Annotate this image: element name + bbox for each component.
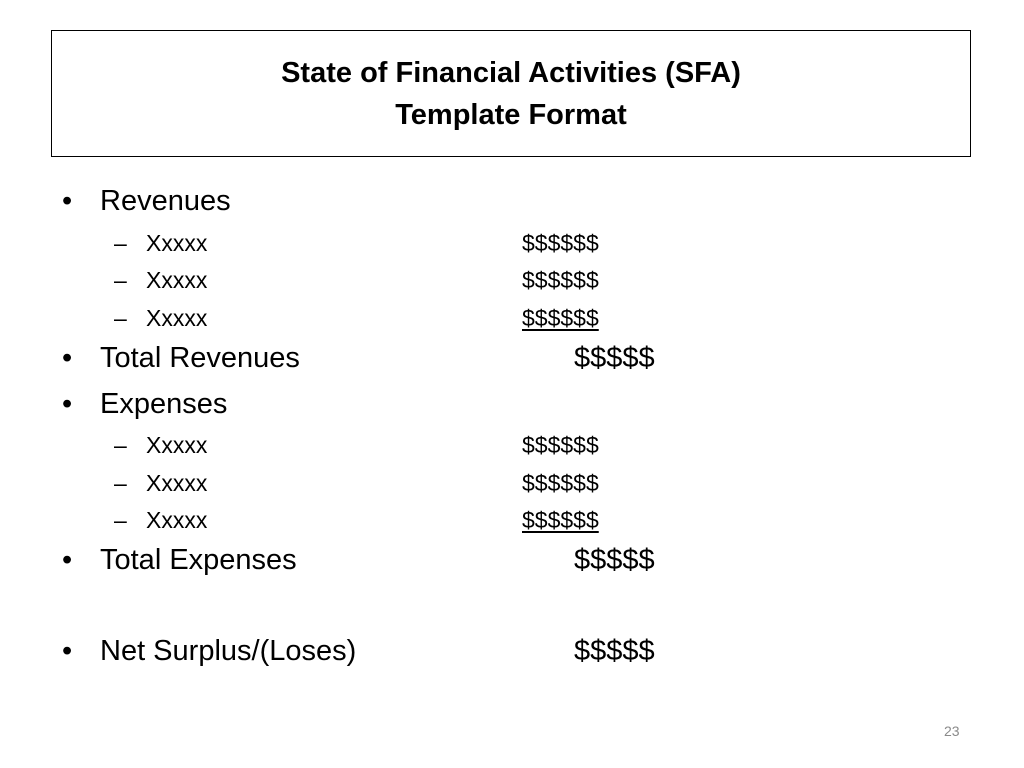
expense-item-label: Xxxxx: [146, 507, 208, 533]
dash-icon: –: [114, 507, 127, 533]
revenue-item-label: Xxxxx: [146, 230, 208, 256]
expense-item-amount: $$$$$$: [522, 507, 599, 533]
dash-icon: –: [114, 470, 127, 496]
title-box: [51, 30, 971, 157]
revenue-item-amount: $$$$$$: [522, 230, 599, 256]
expense-item-label: Xxxxx: [146, 470, 208, 496]
revenue-item-label: Xxxxx: [146, 305, 208, 331]
page-number: 23: [944, 723, 960, 739]
total-revenues-amount: $$$$$: [574, 342, 655, 374]
expense-item-label: Xxxxx: [146, 432, 208, 458]
revenues-heading: Revenues: [100, 185, 231, 217]
dash-icon: –: [114, 432, 127, 458]
revenue-item-label: Xxxxx: [146, 267, 208, 293]
net-surplus-label: Net Surplus/(Loses): [100, 635, 357, 667]
expense-item-amount: $$$$$$: [522, 470, 599, 496]
dash-icon: –: [114, 230, 127, 256]
total-expenses-amount: $$$$$: [574, 544, 655, 576]
bullet-icon: •: [62, 388, 73, 420]
expenses-heading: Expenses: [100, 388, 228, 420]
revenue-item-amount: $$$$$$: [522, 305, 599, 331]
total-revenues-label: Total Revenues: [100, 342, 300, 374]
slide-title-line-1: State of Financial Activities (SFA): [281, 56, 741, 89]
bullet-icon: •: [62, 635, 73, 667]
revenue-item-amount: $$$$$$: [522, 267, 599, 293]
bullet-icon: •: [62, 185, 73, 217]
bullet-icon: •: [62, 342, 73, 374]
bullet-icon: •: [62, 544, 73, 576]
dash-icon: –: [114, 305, 127, 331]
total-expenses-label: Total Expenses: [100, 544, 297, 576]
slide-title-line-2: Template Format: [395, 98, 627, 131]
expense-item-amount: $$$$$$: [522, 432, 599, 458]
net-surplus-amount: $$$$$: [574, 635, 655, 667]
dash-icon: –: [114, 267, 127, 293]
